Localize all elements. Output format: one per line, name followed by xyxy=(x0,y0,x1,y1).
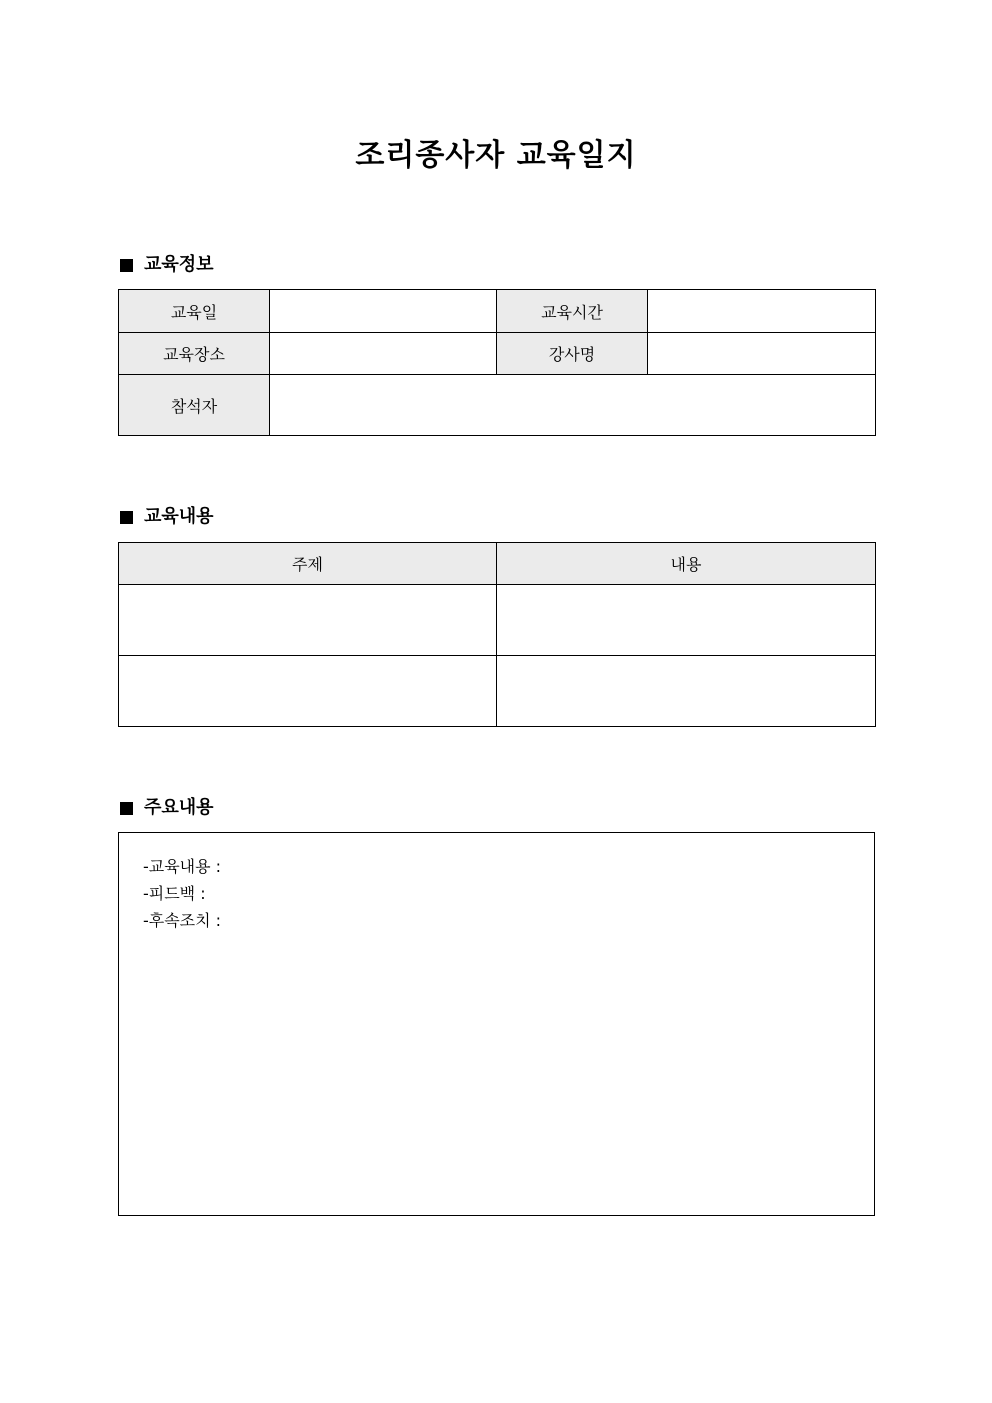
cell-topic[interactable] xyxy=(119,585,497,656)
label-date: 교육일 xyxy=(119,290,270,333)
column-header-topic: 주제 xyxy=(119,543,497,585)
value-attendees[interactable] xyxy=(270,375,876,436)
square-bullet-icon xyxy=(120,802,133,815)
summary-line-followup: -후속조치 : xyxy=(143,911,222,930)
label-attendees: 참석자 xyxy=(119,375,270,436)
cell-detail[interactable] xyxy=(497,585,876,656)
summary-line-content: -교육내용 : xyxy=(143,857,222,876)
value-time[interactable] xyxy=(648,290,876,333)
label-instructor: 강사명 xyxy=(497,333,648,375)
cell-detail[interactable] xyxy=(497,656,876,727)
info-row-place xyxy=(119,333,876,375)
section-heading-summary xyxy=(120,796,214,820)
table-row xyxy=(119,585,876,656)
summary-box[interactable] xyxy=(118,832,875,1216)
value-place[interactable] xyxy=(270,333,497,375)
label-time: 교육시간 xyxy=(497,290,648,333)
summary-line-feedback: -피드백 : xyxy=(143,884,206,903)
square-bullet-icon xyxy=(120,511,133,524)
info-table xyxy=(118,289,876,436)
column-header-detail: 내용 xyxy=(497,543,876,585)
summary-lines xyxy=(143,853,221,934)
square-bullet-icon xyxy=(120,259,133,272)
section-heading-info xyxy=(120,253,214,277)
content-table xyxy=(118,542,876,727)
value-date[interactable] xyxy=(270,290,497,333)
section-heading-label: 교육정보 xyxy=(144,254,214,275)
info-row-date xyxy=(119,290,876,333)
document-title: 조리종사자 교육일지 xyxy=(355,138,637,173)
value-instructor[interactable] xyxy=(648,333,876,375)
info-row-attendees xyxy=(119,375,876,436)
section-heading-label: 주요내용 xyxy=(144,797,214,818)
label-place: 교육장소 xyxy=(119,333,270,375)
table-row xyxy=(119,656,876,727)
section-heading-content xyxy=(120,505,214,529)
content-header-row xyxy=(119,543,876,585)
section-heading-label: 교육내용 xyxy=(144,506,214,527)
cell-topic[interactable] xyxy=(119,656,497,727)
